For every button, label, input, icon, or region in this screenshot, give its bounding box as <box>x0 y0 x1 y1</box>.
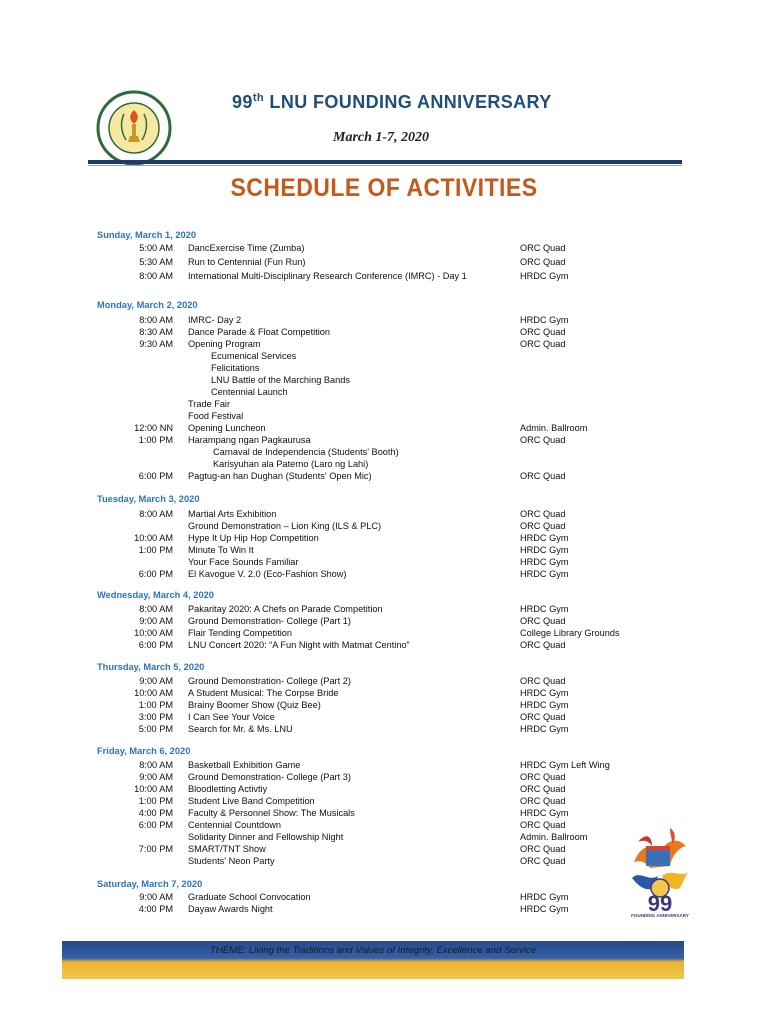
activity-name: Pakaritay 2020: A Chefs on Parade Competition <box>188 604 383 614</box>
activity-time: 9:30 AM <box>139 339 173 349</box>
activity-venue: HRDC Gym <box>520 700 569 710</box>
activity-name: SMART/TNT Show <box>188 844 266 854</box>
activity-venue: ORC Quad <box>520 509 566 519</box>
activity-name: Ground Demonstration – Lion King (ILS & PLC) <box>188 521 382 531</box>
activity-name: LNU Battle of the Marching Bands <box>211 375 350 385</box>
activity-venue: HRDC Gym <box>520 892 569 902</box>
day-heading: Sunday, March 1, 2020 <box>97 230 197 240</box>
activity-time: 9:00 AM <box>139 616 173 626</box>
activity-venue: ORC Quad <box>520 856 566 866</box>
activity-name: Minute To Win It <box>188 545 254 555</box>
activity-time: 8:00 AM <box>139 509 173 519</box>
activity-venue: ORC Quad <box>520 339 566 349</box>
activity-time: 1:00 PM <box>138 435 173 445</box>
activity-venue: ORC Quad <box>520 772 566 782</box>
activity-venue: HRDC Gym <box>520 724 569 734</box>
activity-time: 6:00 PM <box>138 820 173 830</box>
day-heading: Wednesday, March 4, 2020 <box>97 590 214 600</box>
activity-time: 7:00 PM <box>138 844 173 854</box>
activity-time: 6:00 PM <box>138 471 173 481</box>
activity-name: Ground Demonstration- College (Part 3) <box>188 772 351 782</box>
activity-name: Harampang ngan Pagkaurusa <box>188 435 311 445</box>
activity-name: Graduate School Convocation <box>188 892 311 902</box>
activity-name: Opening Program <box>188 339 261 349</box>
activity-venue: HRDC Gym <box>520 604 569 614</box>
activity-venue: Admin. Ballroom <box>520 832 588 842</box>
day-heading: Monday, March 2, 2020 <box>97 300 198 310</box>
activity-venue: ORC Quad <box>520 471 566 481</box>
activity-venue: College Library Grounds <box>520 628 620 638</box>
activity-time: 5:00 AM <box>139 243 173 253</box>
activity-name: Dayaw Awards Night <box>188 904 273 914</box>
activity-time: 8:00 AM <box>139 760 173 770</box>
activity-venue: ORC Quad <box>520 257 566 267</box>
title-text: LNU FOUNDING ANNIVERSARY <box>269 92 552 112</box>
activity-name: Centennial Launch <box>211 387 288 397</box>
activity-name: DancExercise Time (Zumba) <box>188 243 305 253</box>
activity-time: 1:00 PM <box>138 700 173 710</box>
activity-venue: HRDC Gym <box>520 569 569 579</box>
activity-venue: HRDC Gym <box>520 271 569 281</box>
activity-venue: ORC Quad <box>520 844 566 854</box>
activity-name: Martial Arts Exhibition <box>188 509 277 519</box>
activity-name: Carnaval de Independencia (Students' Booth) <box>213 447 399 457</box>
activity-name: Brainy Boomer Show (Quiz Bee) <box>188 700 321 710</box>
activity-venue: HRDC Gym Left Wing <box>520 760 610 770</box>
activity-venue: ORC Quad <box>520 521 566 531</box>
activity-name: Solidarity Dinner and Fellowship Night <box>188 832 344 842</box>
activity-venue: Admin. Ballroom <box>520 423 588 433</box>
activity-time: 8:00 AM <box>139 604 173 614</box>
activity-venue: ORC Quad <box>520 784 566 794</box>
activity-time: 6:00 PM <box>138 569 173 579</box>
day-heading: Tuesday, March 3, 2020 <box>97 494 200 504</box>
activity-time: 8:00 AM <box>139 315 173 325</box>
activity-name: Bloodletting Activtiy <box>188 784 268 794</box>
activity-name: Trade Fair <box>188 399 231 409</box>
activity-time: 5:30 AM <box>139 257 173 267</box>
activity-venue: ORC Quad <box>520 796 566 806</box>
activity-time: 3:00 PM <box>138 712 173 722</box>
activity-name: A Student Musical: The Corpse Bride <box>188 688 339 698</box>
activity-name: Felicitations <box>211 363 260 373</box>
activity-name: El Kavogue V. 2.0 (Eco-Fashion Show) <box>188 569 347 579</box>
activity-name: LNU Concert 2020: “A Fun Night with Matmat Centino” <box>188 640 410 650</box>
activity-time: 1:00 PM <box>138 796 173 806</box>
activity-name: Pagtug-an han Dughan (Students' Open Mic) <box>188 471 372 481</box>
activity-venue: HRDC Gym <box>520 688 569 698</box>
activity-venue: ORC Quad <box>520 435 566 445</box>
day-heading: Friday, March 6, 2020 <box>97 746 191 756</box>
activity-name: Opening Luncheon <box>188 423 266 433</box>
activity-venue: ORC Quad <box>520 327 566 337</box>
activity-venue: ORC Quad <box>520 616 566 626</box>
activity-venue: ORC Quad <box>520 640 566 650</box>
activity-venue: HRDC Gym <box>520 557 569 567</box>
activity-name: Student Live Band Competition <box>188 796 315 806</box>
activity-time: 10:00 AM <box>134 533 173 543</box>
activity-venue: HRDC Gym <box>520 533 569 543</box>
footer-theme-text: THEME: Living the Traditions and Values of Integrity, Excellence and Service <box>209 945 537 956</box>
title-ordinal: 99 <box>232 92 253 112</box>
day-heading: Thursday, March 5, 2020 <box>97 662 205 672</box>
activity-time: 12:00 NN <box>134 423 173 433</box>
activity-name: Karisyuhan ala Paterno (Laro ng Lahi) <box>213 459 369 469</box>
title-ordinal-suffix: th <box>252 92 265 104</box>
activity-time: 6:00 PM <box>138 640 173 650</box>
activity-name: Flair Tending Competition <box>188 628 293 638</box>
activity-name: Your Face Sounds Familiar <box>188 557 299 567</box>
activity-name: I Can See Your Voice <box>188 712 275 722</box>
activity-time: 8:00 AM <box>139 271 173 281</box>
activity-time: 5:00 PM <box>138 724 173 734</box>
activity-time: 10:00 AM <box>134 628 173 638</box>
activity-venue: ORC Quad <box>520 820 566 830</box>
activity-name: Ground Demonstration- College (Part 2) <box>188 676 351 686</box>
activity-time: 8:30 AM <box>139 327 173 337</box>
activity-name: Centennial Countdown <box>188 820 281 830</box>
activity-time: 9:00 AM <box>139 772 173 782</box>
activity-name: Basketball Exhibition Game <box>188 760 301 770</box>
activity-name: Ground Demonstration- College (Part 1) <box>188 616 351 626</box>
activity-name: Run to Centennial (Fun Run) <box>188 257 306 267</box>
activity-venue: HRDC Gym <box>520 904 569 914</box>
activity-venue: ORC Quad <box>520 676 566 686</box>
activity-name: Faculty & Personnel Show: The Musicals <box>188 808 355 818</box>
activity-name: Ecumenical Services <box>211 351 297 361</box>
activity-name: Hype It Up Hip Hop Competition <box>188 533 319 543</box>
logo-caption: FOUNDING ANNIVERSARY <box>631 913 689 918</box>
activity-name: Dance Parade & Float Competition <box>188 327 330 337</box>
activity-time: 9:00 AM <box>139 892 173 902</box>
activity-name: Food Festival <box>188 411 244 421</box>
activity-venue: HRDC Gym <box>520 315 569 325</box>
activity-venue: HRDC Gym <box>520 808 569 818</box>
activity-name: Search for Mr. & Ms. LNU <box>188 724 293 734</box>
anniversary-99-logo <box>628 822 692 918</box>
activity-name: IMRC- Day 2 <box>188 315 242 325</box>
activity-time: 10:00 AM <box>134 688 173 698</box>
activity-venue: ORC Quad <box>520 243 566 253</box>
activity-name: Students' Neon Party <box>188 856 275 866</box>
activity-time: 10:00 AM <box>134 784 173 794</box>
activity-time: 4:00 PM <box>138 808 173 818</box>
activity-venue: HRDC Gym <box>520 545 569 555</box>
anniversary-date: March 1-7, 2020 <box>333 130 430 145</box>
schedule-title: SCHEDULE OF ACTIVITIES <box>230 174 538 202</box>
day-heading: Saturday, March 7, 2020 <box>97 879 203 889</box>
activity-time: 1:00 PM <box>138 545 173 555</box>
activity-venue: ORC Quad <box>520 712 566 722</box>
logo-number: 99 <box>647 891 673 916</box>
activity-name: International Multi-Disciplinary Research Conference (IMRC) - Day 1 <box>188 271 467 281</box>
activity-time: 9:00 AM <box>139 676 173 686</box>
activity-time: 4:00 PM <box>138 904 173 914</box>
